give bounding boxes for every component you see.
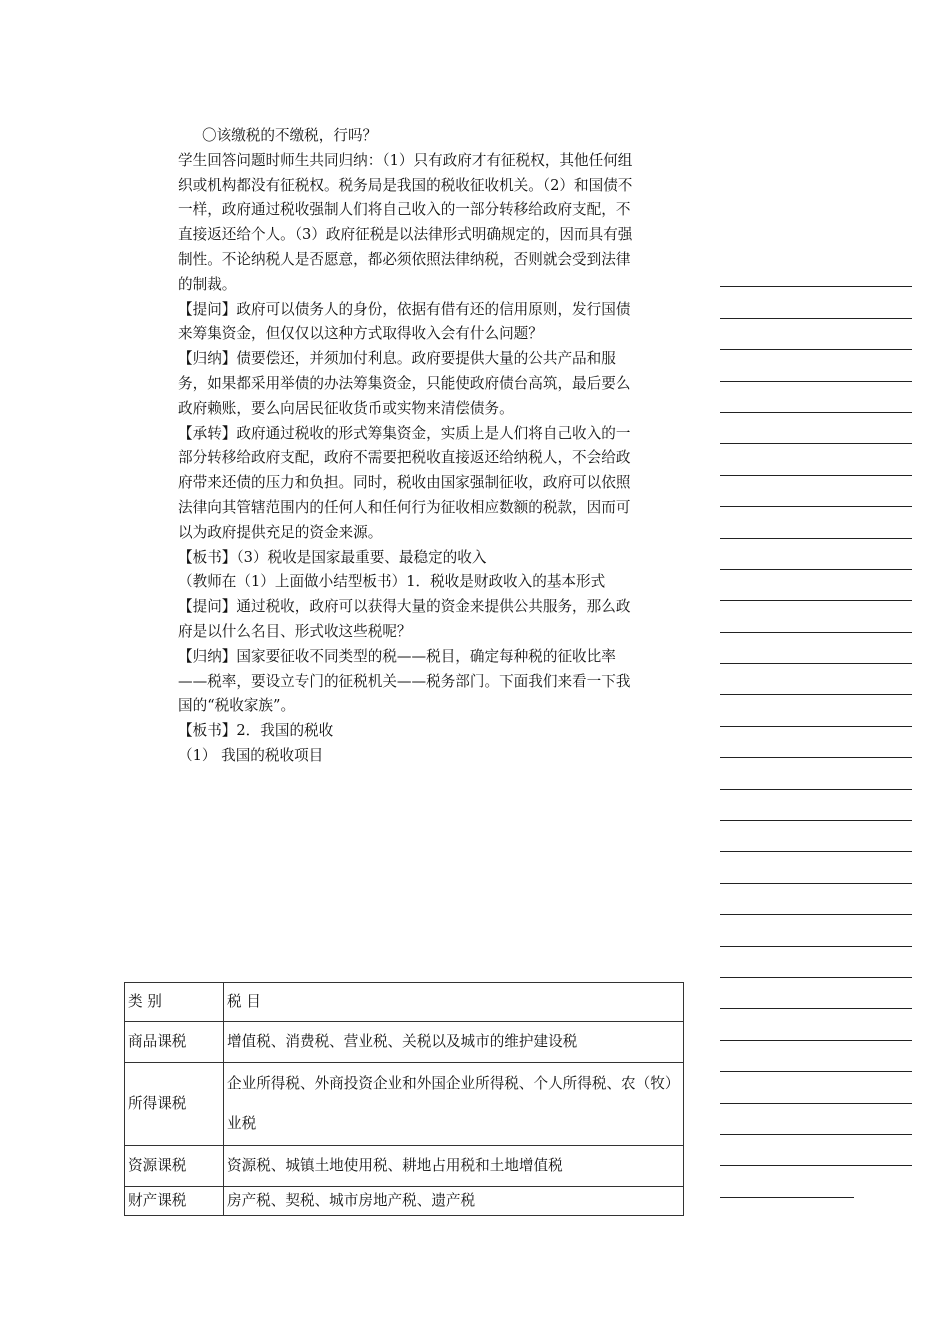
items-cell: 资源税、城镇土地使用税、耕地占用税和土地增值税 (224, 1146, 684, 1187)
note-line (720, 915, 912, 946)
note-line (720, 1166, 854, 1197)
student-summary: 学生回答问题时师生共同归纳：（1）只有政府才有征税权，其他任何组织或机构都没有征税权。税务局是我国的税收征收机关。（2）和国债不一样，政府通过税收强制人们将自己收入的一部分转移给政府支配，不直接返还给个人。（3）政府征税是以法律形式明确规定的，因而具有强制性。不论纳税人是否愿意，都必须依照法律纳税，否则就会受到法律的制裁。 (178, 151, 633, 293)
lesson-text (178, 124, 640, 769)
summary-tax-types: 【归纳】国家要征收不同类型的税——税目，确定每种税的征收比率——税率，要设立专门的征税机关——税务部门。下面我们来看一下我国的“税收家族”。 (178, 647, 631, 715)
table-row (125, 1063, 684, 1146)
note-line (720, 601, 912, 632)
subheading-tax-items: （1） 我国的税收项目 (178, 746, 324, 764)
items-cell: 房产税、契税、城市房地产税、遗产税 (224, 1187, 684, 1216)
table-row (125, 1146, 684, 1187)
notes-lines (720, 256, 912, 1198)
question-bonds: 【提问】政府可以债务人的身份，依据有借有还的信用原则，发行国债来筹集资金，但仅仅以这种方式取得收入会有什么问题？ (178, 300, 631, 343)
table-row (125, 1187, 684, 1216)
note-line (720, 1104, 912, 1135)
transition-paragraph: 【承转】政府通过税收的形式筹集资金，实质上是人们将自己收入的一部分转移给政府支配，政府不需要把税收直接返还给纳税人，不会给政府带来还债的压力和负担。同时，税收由国家强制征收，政府可以依照法律向其管辖范围内的任何人和任何行为征收相应数额的税款，因而可以为政府提供充足的资金来源。 (178, 424, 631, 541)
question-tax-evasion: 〇该缴税的不缴税，行吗？ (202, 127, 378, 144)
category-cell: 所得课税 (125, 1063, 224, 1146)
note-line (720, 1072, 912, 1103)
category-cell: 商品课税 (125, 1022, 224, 1063)
tax-items-table (124, 982, 684, 1216)
note-line (720, 413, 912, 444)
table-row (125, 1022, 684, 1063)
note-line (720, 633, 912, 664)
items-cell: 增值税、消费税、营业税、关税以及城市的维护建设税 (224, 1022, 684, 1063)
header-category: 类 别 (125, 983, 224, 1022)
note-line (720, 758, 912, 789)
note-line (720, 350, 912, 381)
note-line (720, 256, 912, 287)
header-items: 税 目 (224, 983, 684, 1022)
note-line (720, 664, 912, 695)
note-line (720, 319, 912, 350)
items-cell: 企业所得税、外商投资企业和外国企业所得税、个人所得税、农（牧）业税 (224, 1063, 684, 1146)
board-note-2: 【板书】2．我国的税收 (178, 722, 334, 740)
summary-debt: 【归纳】债要偿还，并须加付利息。政府要提供大量的公共产品和服务，如果都采用举债的办法筹集资金，只能使政府债台高筑，最后要么政府赖账，要么向居民征收货币或实物来清偿债务。 (178, 350, 631, 417)
note-line (720, 1009, 912, 1040)
note-line (720, 476, 912, 507)
note-line (720, 382, 912, 413)
board-note-3: 【板书】（3）税收是国家最重要、最稳定的收入 (178, 548, 487, 566)
note-line (720, 539, 912, 570)
note-line (720, 727, 912, 758)
question-tax-forms: 【提问】通过税收，政府可以获得大量的资金来提供公共服务，那么政府是以什么名目、形式收这些税呢？ (178, 598, 631, 640)
note-line (720, 821, 912, 852)
note-line (720, 947, 912, 978)
note-line (720, 884, 912, 915)
table-header-row (125, 983, 684, 1022)
category-cell: 资源课税 (125, 1146, 224, 1187)
note-line (720, 1135, 912, 1166)
category-cell: 财产课税 (125, 1187, 224, 1216)
note-line (720, 978, 912, 1009)
note-line (720, 444, 912, 475)
board-note-1: （教师在（1）上面做小结型板书）1．税收是财政收入的基本形式 (178, 573, 606, 591)
note-line (720, 790, 912, 821)
note-line (720, 287, 912, 318)
note-line (720, 1041, 912, 1072)
note-line (720, 852, 912, 883)
note-line (720, 570, 912, 601)
note-line (720, 507, 912, 538)
note-line (720, 695, 912, 726)
